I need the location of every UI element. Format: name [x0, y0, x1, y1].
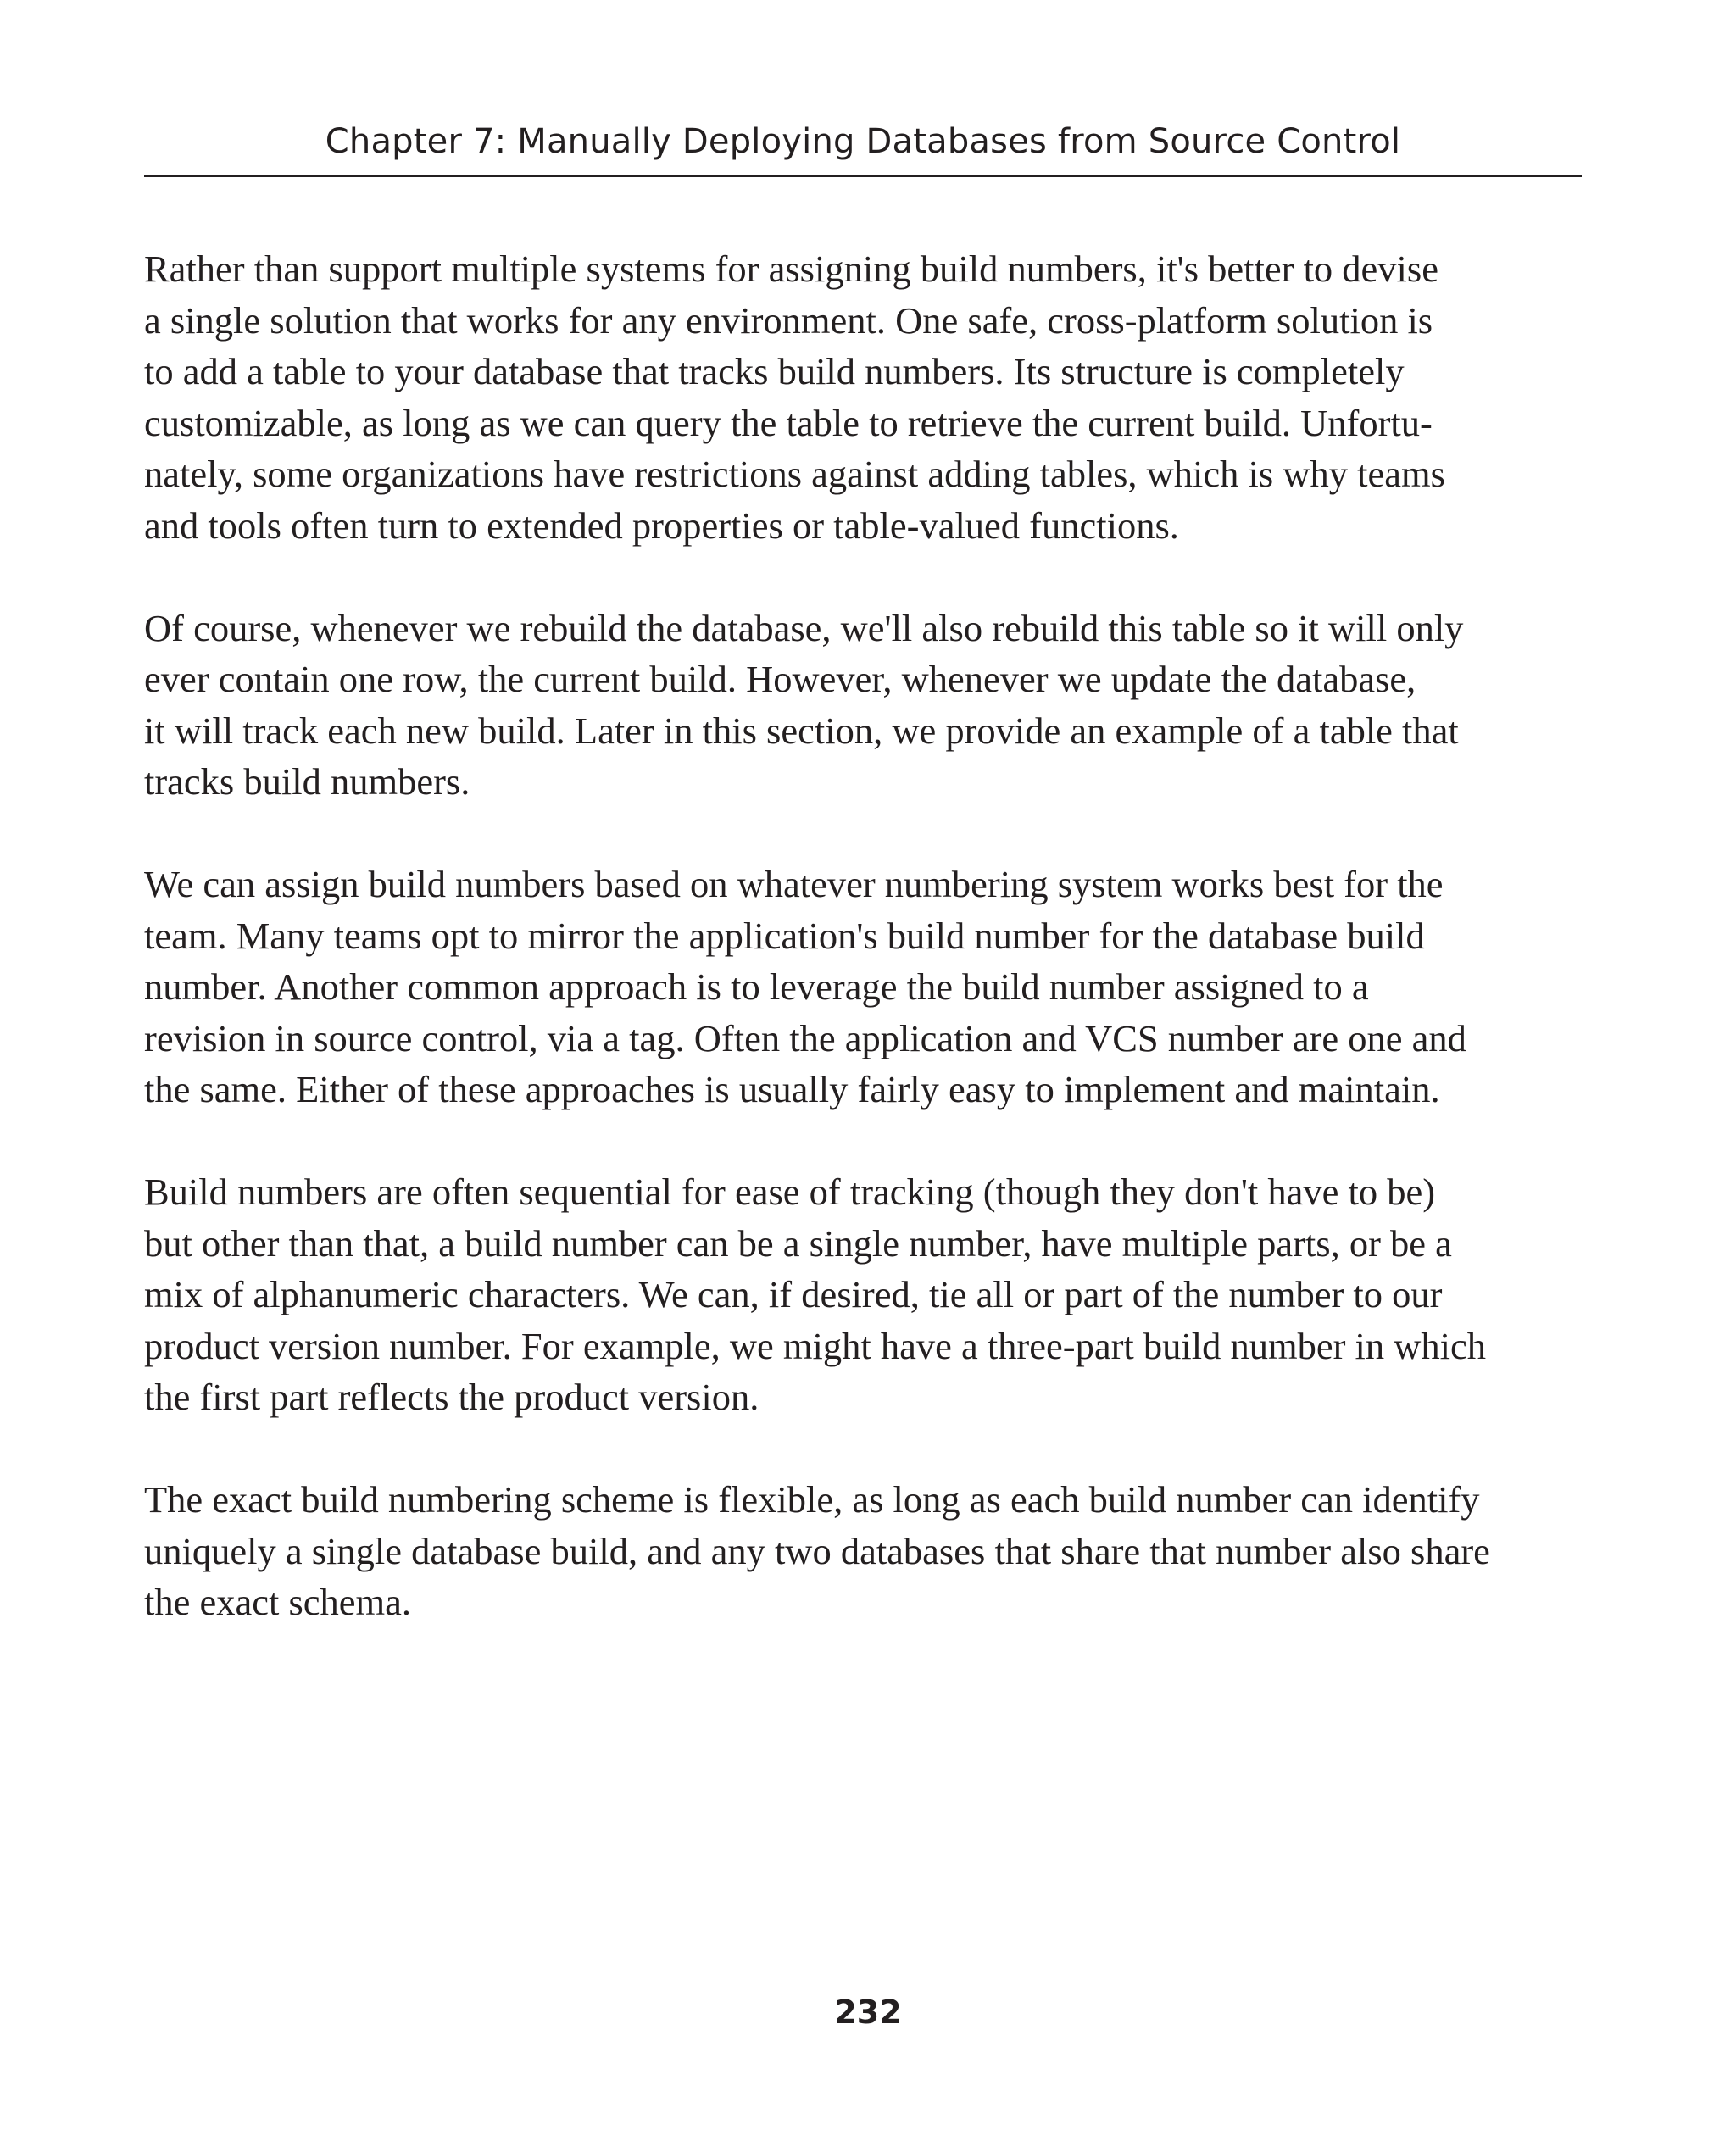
- text-line: team. Many teams opt to mirror the application's build number for the database build: [144, 914, 1425, 957]
- body-text: [144, 243, 1602, 1679]
- page-number: 232: [834, 1994, 902, 2031]
- text-line: the exact schema.: [144, 1581, 412, 1623]
- text-line: and tools often turn to extended properties or table-valued functions.: [144, 503, 1179, 547]
- text-line: tracks build numbers.: [144, 760, 470, 803]
- paragraph-3: [144, 859, 1602, 1115]
- text-line: to add a table to your database that tracks build numbers. Its structure is completely: [144, 350, 1405, 392]
- paragraph-2: [144, 603, 1602, 808]
- paragraph-1: [144, 243, 1602, 551]
- text-line: a single solution that works for any environment. One safe, cross-platform solution is: [144, 298, 1433, 342]
- text-line: Of course, whenever we rebuild the database, we'll also rebuild this table so it will only: [144, 606, 1464, 649]
- text-line: but other than that, a build number can be a single number, have multiple parts, or be a: [144, 1221, 1452, 1265]
- text-line: nately, some organizations have restrictions against adding tables, which is why teams: [144, 453, 1445, 495]
- paragraph-5: [144, 1474, 1602, 1628]
- text-line: it will track each new build. Later in this section, we provide an example of a table that: [144, 709, 1459, 752]
- header-rule: [144, 175, 1582, 177]
- text-line: number. Another common approach is to leverage the build number assigned to a: [144, 965, 1369, 1008]
- text-line: mix of alphanumeric characters. We can, if desired, tie all or part of the number to our: [144, 1273, 1443, 1315]
- text-line: uniquely a single database build, and any two databases that share that number also share: [144, 1529, 1490, 1572]
- text-line: Build numbers are often sequential for ease of tracking (though they don't have to be): [144, 1171, 1436, 1213]
- text-line: revision in source control, via a tag. Often the application and VCS number are one and: [144, 1016, 1466, 1059]
- text-line: the same. Either of these approaches is usually fairly easy to implement and maintain.: [144, 1068, 1440, 1110]
- running-header: Chapter 7: Manually Deploying Databases from Source Control: [325, 122, 1401, 161]
- text-line: the first part reflects the product version.: [144, 1376, 760, 1418]
- paragraph-4: [144, 1166, 1602, 1423]
- text-line: Rather than support multiple systems for assigning build numbers, it's better to devise: [144, 247, 1438, 290]
- text-line: product version number. For example, we might have a three-part build number in which: [144, 1324, 1487, 1367]
- text-line: customizable, as long as we can query the table to retrieve the current build. Unfortu-: [144, 401, 1433, 444]
- text-line: We can assign build numbers based on whatever numbering system works best for the: [144, 863, 1444, 905]
- text-line: The exact build numbering scheme is flexible, as long as each build number can identify: [144, 1478, 1480, 1521]
- text-line: ever contain one row, the current build. However, whenever we update the database,: [144, 658, 1416, 700]
